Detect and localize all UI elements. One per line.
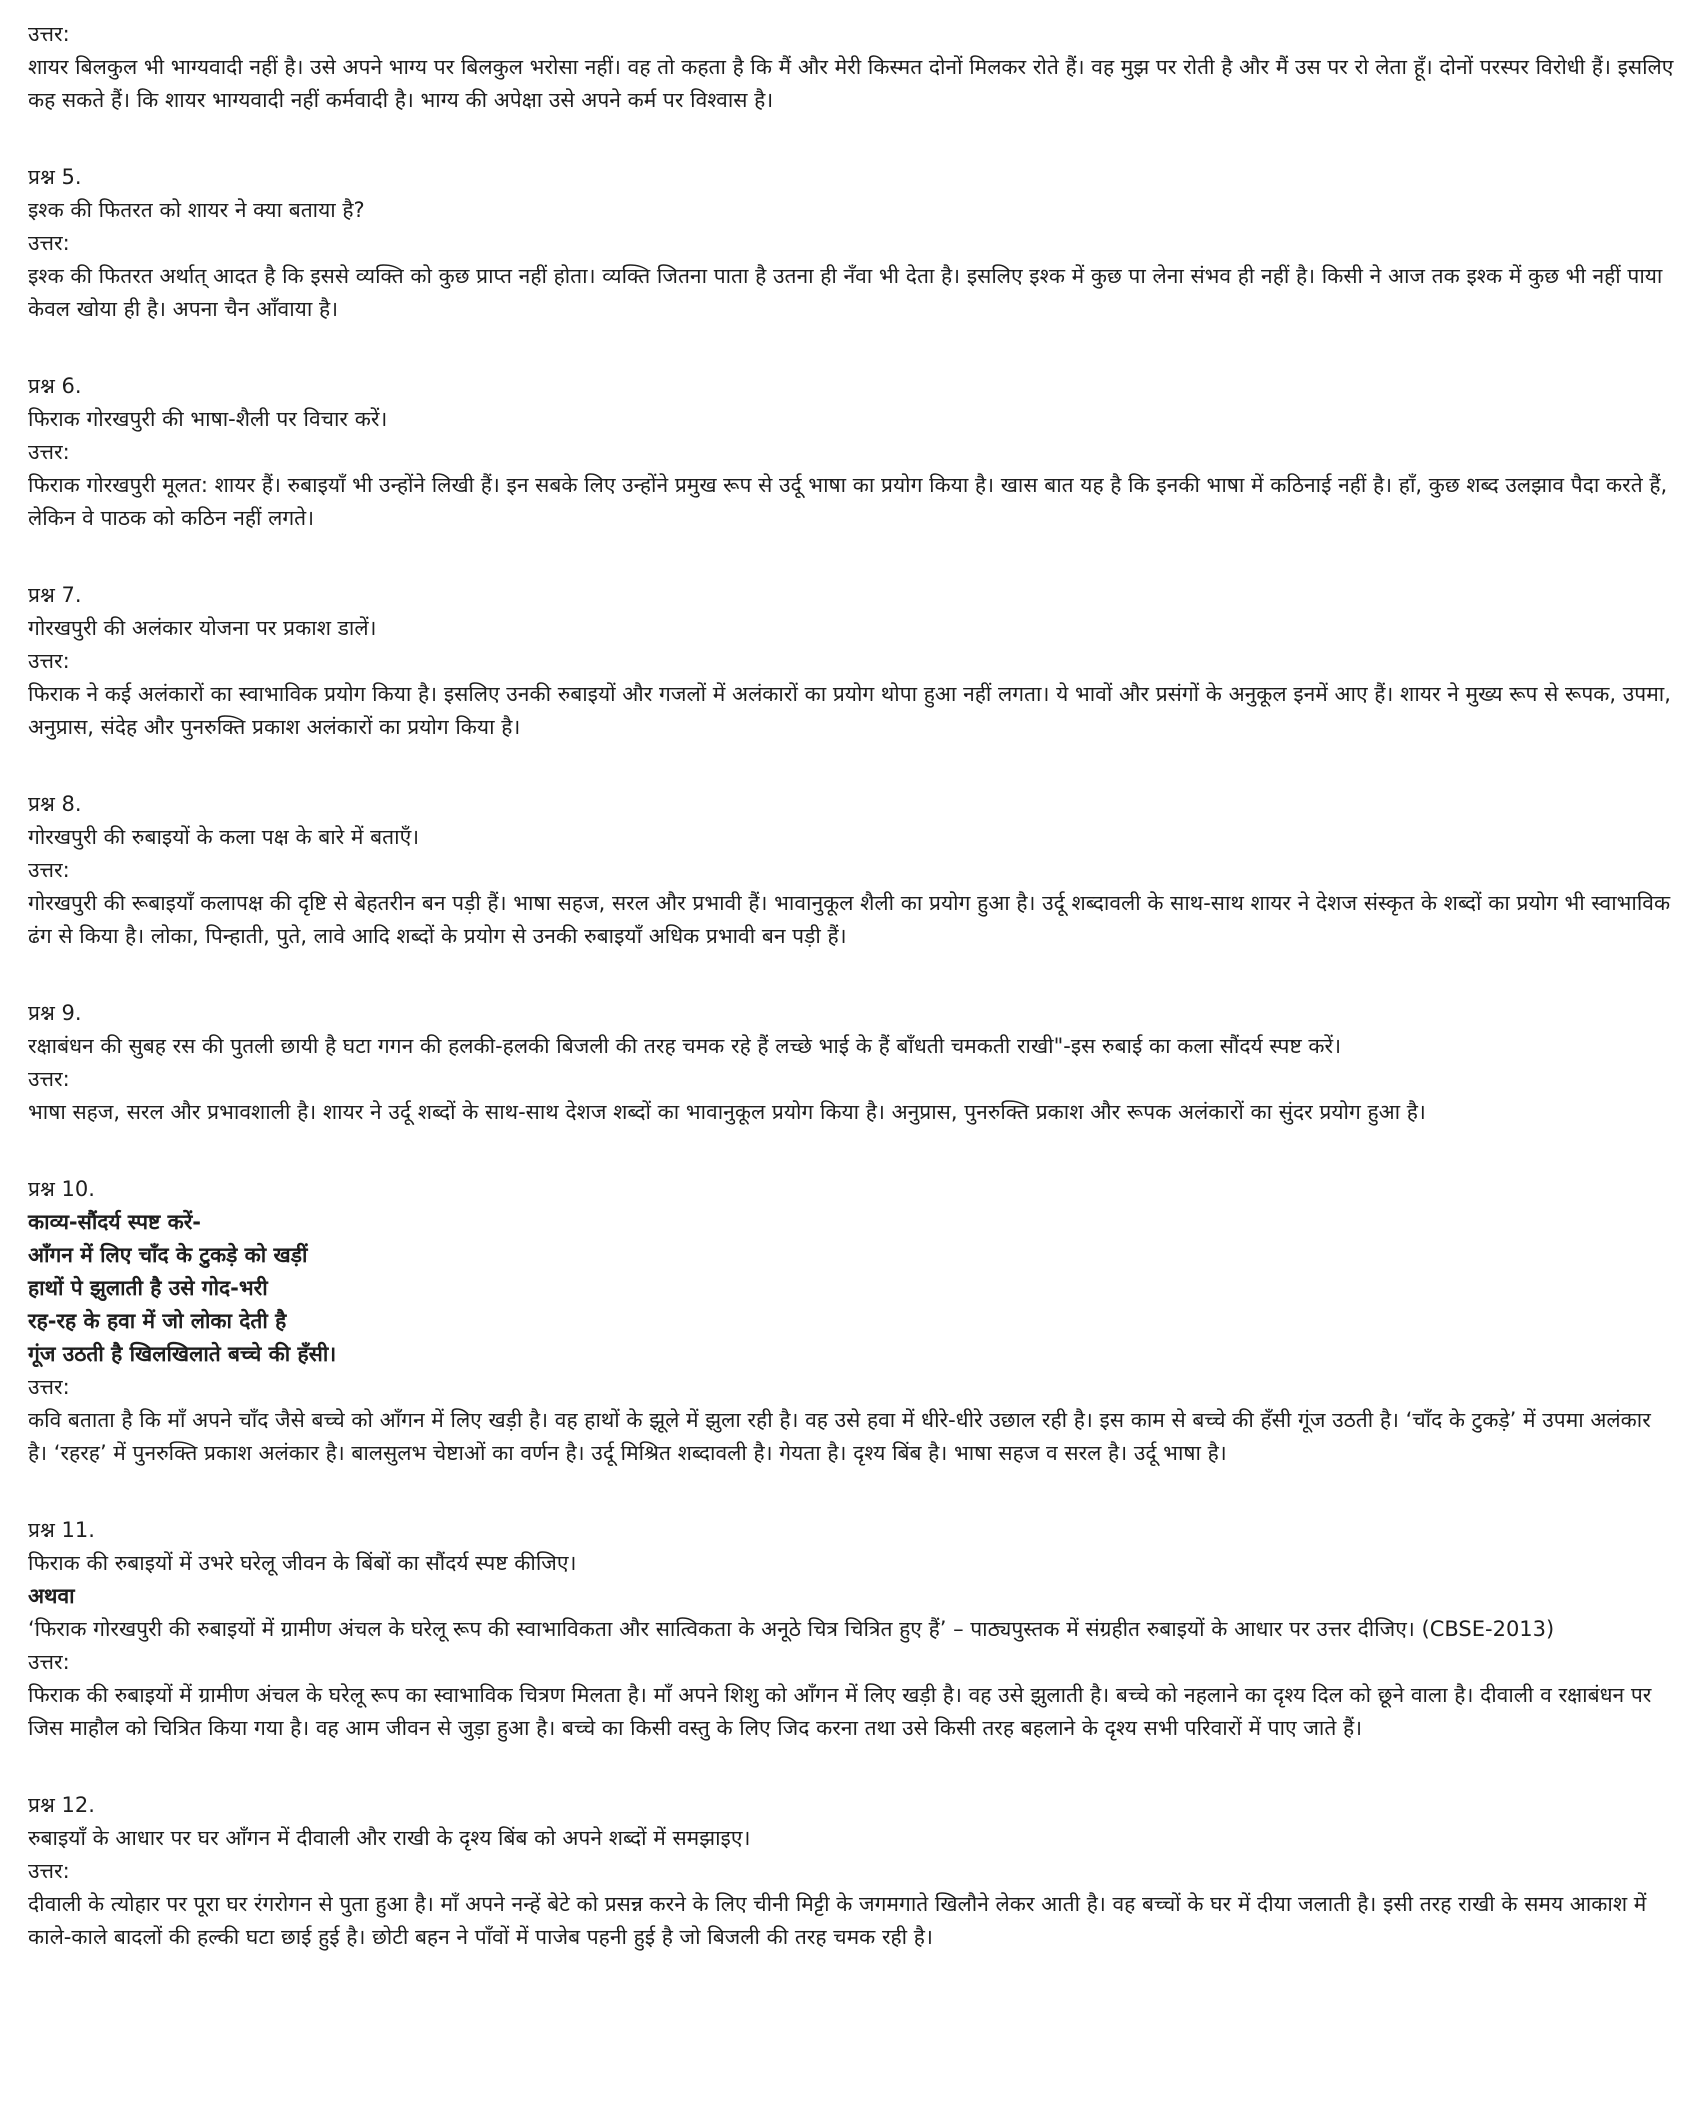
question-text: गोरखपुरी की अलंकार योजना पर प्रकाश डालें। [28,616,377,640]
answer-label: उत्तर: [28,1067,70,1091]
qa-section [28,18,1674,117]
qa-section [28,997,1674,1129]
answer-text: गोरखपुरी की रूबाइयाँ कलापक्ष की दृष्टि से बेहतरीन बन पड़ी हैं। भाषा सहज, सरल और प्रभावी हैं। भावानुकूल शैली का प्रयोग हुआ है। उर्दू शब्दावली के साथ-साथ शायर ने देशज संस्कृत के शब्दों का प्रयोग भी स्वाभाविक ढंग से किया है। लोका, पिन्हाती, पुते, लावे आदि शब्दों के प्रयोग से उनकी रुबाइयाँ अधिक प्रभावी बन पड़ी हैं। [28,891,1671,948]
answer-label: उत्तर: [28,231,70,255]
answer-label: उत्तर: [28,1859,70,1883]
qa-section [28,1173,1674,1470]
answer-label: उत्तर: [28,22,70,46]
answer-text: फिराक की रुबाइयों में ग्रामीण अंचल के घरेलू रूप का स्वाभाविक चित्रण मिलता है। माँ अपने शिशु को आँगन में लिए खड़ी है। वह उसे झुलाती है। बच्चे को नहलाने का दृश्य दिल को छूने वाला है। दीवाली व रक्षाबंधन पर जिस माहौल को चित्रित किया गया है। वह आम जीवन से जुड़ा हुआ है। बच्चे का किसी वस्तु के लिए जिद करना तथा उसे किसी तरह बहलाने के दृश्य सभी परिवारों में पाए जाते हैं। [28,1683,1652,1740]
answer-text: शायर बिलकुल भी भाग्यवादी नहीं है। उसे अपने भाग्य पर बिलकुल भरोसा नहीं। वह तो कहता है कि मैं और मेरी किस्मत दोनों मिलकर रोते हैं। वह मुझ पर रोती है और मैं उस पर रो लेता हूँ। दोनों परस्पर विरोधी हैं। इसलिए कह सकते हैं। कि शायर भाग्यवादी नहीं कर्मवादी है। भाग्य की अपेक्षा उसे अपने कर्म पर विश्वास है। [28,55,1674,112]
qa-section [28,1514,1674,1745]
answer-text: फिराक ने कई अलंकारों का स्वाभाविक प्रयोग किया है। इसलिए उनकी रुबाइयों और गजलों में अलंकारों का प्रयोग थोपा हुआ नहीं लगता। ये भावों और प्रसंगों के अनुकूल इनमें आए हैं। शायर ने मुख्य रूप से रूपक, उपमा, अनुप्रास, संदेह और पुनरुक्ति प्रकाश अलंकारों का प्रयोग किया है। [28,682,1671,739]
question-text: फिराक गोरखपुरी की भाषा-शैली पर विचार करें। [28,407,388,431]
alternative-label: अथवा [28,1584,75,1608]
answer-label: उत्तर: [28,1375,70,1399]
answer-label: उत्तर: [28,858,70,882]
question-number: प्रश्न 5. [28,165,82,189]
poem-line: हाथों पे झुलाती है उसे गोद-भरी [28,1276,268,1300]
question-text: इश्क की फितरत को शायर ने क्या बताया है? [28,198,365,222]
poem-line: गूंज उठती है खिलखिलाते बच्चे की हँसी। [28,1342,337,1366]
answer-text: फिराक गोरखपुरी मूलत: शायर हैं। रुबाइयाँ भी उन्होंने लिखी हैं। इन सबके लिए उन्होंने प्रमुख रूप से उर्दू भाषा का प्रयोग किया है। खास बात यह है कि इनकी भाषा में कठिनाई नहीं है। हाँ, कुछ शब्द उलझाव पैदा करते हैं, लेकिन वे पाठक को कठिन नहीं लगते। [28,473,1668,530]
qa-section [28,579,1674,744]
answer-text: कवि बताता है कि माँ अपने चाँद जैसे बच्चे को आँगन में लिए खड़ी है। वह हाथों के झूले में झुला रही है। वह उसे हवा में धीरे-धीरे उछाल रही है। इस काम से बच्चे की हँसी गूंज उठती है। ‘चाँद के टुकड़े’ में उपमा अलंकार है। ‘रहरह’ में पुनरुक्ति प्रकाश अलंकार है। बालसुलभ चेष्टाओं का वर्णन है। उर्दू मिश्रित शब्दावली है। गेयता है। दृश्य बिंब है। भाषा सहज व सरल है। उर्दू भाषा है। [28,1408,1651,1465]
qa-section [28,788,1674,953]
question-number: प्रश्न 9. [28,1001,82,1025]
poem-prompt: काव्य-सौंदर्य स्पष्ट करें- [28,1210,202,1234]
qa-section [28,161,1674,326]
answer-label: उत्तर: [28,440,70,464]
question-number: प्रश्न 8. [28,792,82,816]
answer-text: इश्क की फितरत अर्थात् आदत है कि इससे व्यक्ति को कुछ प्राप्त नहीं होता। व्यक्ति जितना पाता है उतना ही नँवा भी देता है। इसलिए इश्क में कुछ पा लेना संभव ही नहीं है। किसी ने आज तक इश्क में कुछ भी नहीं पाया केवल खोया ही है। अपना चैन आँवाया है। [28,264,1663,321]
question-text: फिराक की रुबाइयों में उभरे घरेलू जीवन के बिंबों का सौंदर्य स्पष्ट कीजिए। [28,1551,577,1575]
question-number: प्रश्न 6. [28,374,82,398]
answer-text: दीवाली के त्योहार पर पूरा घर रंगरोगन से पुता हुआ है। माँ अपने नन्हें बेटे को प्रसन्न करने के लिए चीनी मिट्टी के जगमगाते खिलौने लेकर आती है। वह बच्चों के घर में दीया जलाती है। इसी तरह राखी के समय आकाश में काले-काले बादलों की हल्की घटा छाई हुई है। छोटी बहन ने पाँवों में पाजेब पहनी हुई है जो बिजली की तरह चमक रही है। [28,1892,1647,1949]
question-number: प्रश्न 11. [28,1518,95,1542]
poem-line: रह-रह के हवा में जो लोका देती है [28,1309,287,1333]
question-text: रुबाइयाँ के आधार पर घर आँगन में दीवाली और राखी के दृश्य बिंब को अपने शब्दों में समझाइए। [28,1826,751,1850]
question-text: रक्षाबंधन की सुबह रस की पुतली छायी है घटा गगन की हलकी-हलकी बिजली की तरह चमक रहे हैं लच्छे भाई के हैं बाँधती चमकती राखी"-इस रुबाई का कला सौंदर्य स्पष्ट करें। [28,1034,1342,1058]
question-number: प्रश्न 12. [28,1793,95,1817]
answer-label: उत्तर: [28,1650,70,1674]
qa-section [28,1789,1674,1954]
alternative-question-text: ‘फिराक गोरखपुरी की रुबाइयों में ग्रामीण अंचल के घरेलू रूप की स्वाभाविकता और सात्विकता के अनूठे चित्र चित्रित हुए हैं’ – पाठ्यपुस्तक में संग्रहीत रुबाइयों के आधार पर उत्तर दीजिए। (CBSE-2013) [28,1617,1555,1641]
answer-label: उत्तर: [28,649,70,673]
question-number: प्रश्न 7. [28,583,82,607]
qa-section [28,370,1674,535]
question-text: गोरखपुरी की रुबाइयों के कला पक्ष के बारे में बताएँ। [28,825,420,849]
poem-line: आँगन में लिए चाँद के टुकड़े को खड़ीं [28,1243,308,1267]
answer-text: भाषा सहज, सरल और प्रभावशाली है। शायर ने उर्दू शब्दों के साथ-साथ देशज शब्दों का भावानुकूल प्रयोग किया है। अनुप्रास, पुनरुक्ति प्रकाश और रूपक अलंकारों का सुंदर प्रयोग हुआ है। [28,1100,1426,1124]
question-number: प्रश्न 10. [28,1177,95,1201]
